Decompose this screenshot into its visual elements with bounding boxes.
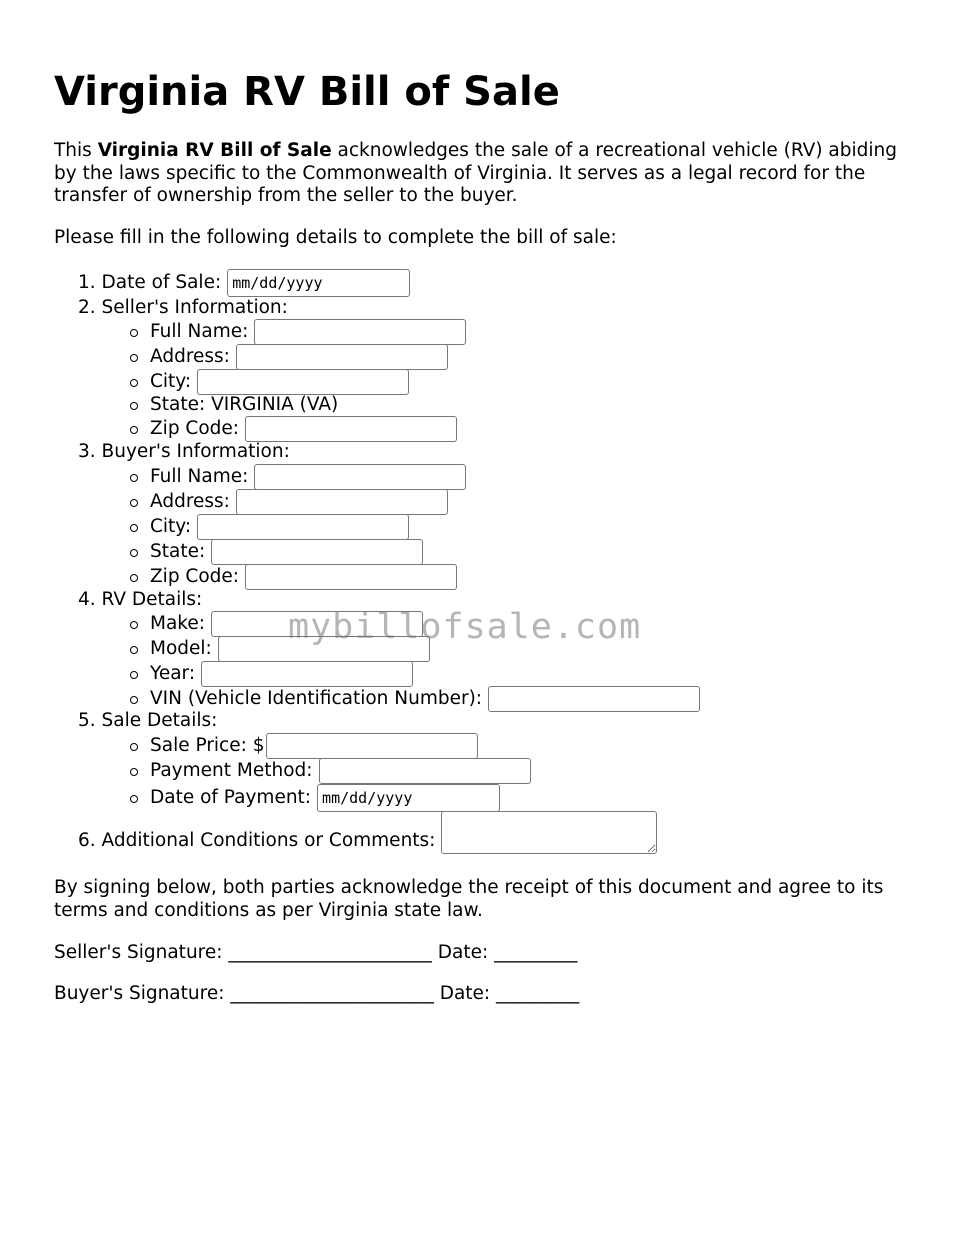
seller-city-input[interactable] [197, 369, 409, 395]
bullet-icon [130, 549, 138, 557]
buyer-state-label: State: [150, 541, 206, 562]
buyer-heading-label: Buyer's Information: [101, 441, 290, 462]
bullet-icon [130, 499, 138, 507]
payment-method-label: Payment Method: [150, 760, 313, 781]
bullet-icon [130, 379, 138, 387]
watermark: mybillofsale.com [288, 607, 642, 647]
seller-full-name-input[interactable] [254, 319, 466, 345]
bullet-icon [130, 743, 138, 751]
buyer-full-name-row [130, 464, 466, 490]
bullet-icon [130, 402, 138, 410]
comments-textarea[interactable] [441, 811, 657, 854]
bullet-icon [130, 426, 138, 434]
bullet-icon [130, 354, 138, 362]
payment-method-input[interactable] [319, 758, 531, 784]
intro-paragraph [54, 140, 924, 208]
buyer-zip-row [130, 564, 457, 590]
comments-label: Additional Conditions or Comments: [101, 830, 436, 851]
sale-price-row [130, 733, 478, 759]
intro-bold: Virginia RV Bill of Sale [97, 140, 332, 161]
buyer-heading [78, 441, 290, 463]
payment-date-row [130, 784, 500, 812]
seller-zip-input[interactable] [245, 416, 457, 442]
payment-date-input[interactable] [317, 784, 500, 812]
sale-price-label: Sale Price: $ [150, 735, 265, 756]
rv-year-row [130, 661, 413, 687]
buyer-address-row [130, 489, 448, 515]
buyer-city-row [130, 514, 409, 540]
item-number-4: 4. [78, 589, 96, 610]
bullet-icon [130, 795, 138, 803]
buyer-state-row [130, 539, 423, 565]
bullet-icon [130, 621, 138, 629]
rv-make-input[interactable] [211, 611, 423, 637]
date-of-sale-row [78, 269, 410, 297]
sale-heading [78, 710, 217, 732]
buyer-full-name-label: Full Name: [150, 466, 249, 487]
rv-year-input[interactable] [201, 661, 413, 687]
item-number-6: 6. [78, 830, 96, 851]
payment-date-label: Date of Payment: [150, 787, 312, 808]
seller-state-label: State: VIRGINIA (VA) [150, 394, 339, 415]
date-of-sale-label: Date of Sale: [101, 272, 222, 293]
item-number-5: 5. [78, 710, 96, 731]
item-number-3: 3. [78, 441, 96, 462]
intro-suffix: acknowledges the sale of a recreational vehicle (RV) abiding by the laws specific to the Commonwealth of Virginia. It serves as a legal record for the transfer of ownership from the seller to the buyer. [54, 140, 897, 206]
bullet-icon [130, 474, 138, 482]
rv-heading [78, 589, 202, 611]
instructions: Please fill in the following details to complete the bill of sale: [54, 227, 617, 248]
seller-full-name-label: Full Name: [150, 321, 249, 342]
buyer-full-name-input[interactable] [254, 464, 466, 490]
rv-vin-row [130, 686, 700, 712]
buyer-address-input[interactable] [236, 489, 448, 515]
seller-state-row [130, 394, 338, 416]
seller-address-label: Address: [150, 346, 230, 367]
comments-row [78, 811, 657, 854]
bullet-icon [130, 768, 138, 776]
seller-heading-label: Seller's Information: [101, 297, 288, 318]
bullet-icon [130, 524, 138, 532]
buyer-zip-label: Zip Code: [150, 566, 240, 587]
seller-address-row [130, 344, 448, 370]
rv-year-label: Year: [150, 663, 196, 684]
bullet-icon [130, 696, 138, 704]
rv-vin-input[interactable] [488, 686, 700, 712]
bullet-icon [130, 671, 138, 679]
buyer-signature-line: Buyer's Signature: ______________________ Date: _________ [54, 983, 580, 1004]
item-number-1: 1. [78, 272, 96, 293]
rv-model-input[interactable] [218, 636, 430, 662]
sale-heading-label: Sale Details: [101, 710, 218, 731]
seller-city-label: City: [150, 371, 192, 392]
seller-city-row [130, 369, 409, 395]
intro-prefix: This [54, 140, 98, 161]
bullet-icon [130, 329, 138, 337]
buyer-city-label: City: [150, 516, 192, 537]
rv-heading-label: RV Details: [101, 589, 203, 610]
sale-price-input[interactable] [266, 733, 478, 759]
buyer-zip-input[interactable] [245, 564, 457, 590]
payment-method-row [130, 758, 531, 784]
rv-vin-label: VIN (Vehicle Identification Number): [150, 688, 483, 709]
seller-zip-row [130, 416, 457, 442]
rv-make-label: Make: [150, 613, 205, 634]
rv-model-row [130, 636, 430, 662]
item-number-2: 2. [78, 297, 96, 318]
bullet-icon [130, 646, 138, 654]
page-title: Virginia RV Bill of Sale [54, 69, 560, 115]
bullet-icon [130, 574, 138, 582]
seller-zip-label: Zip Code: [150, 418, 240, 439]
seller-full-name-row [130, 319, 466, 345]
date-of-sale-input[interactable] [227, 269, 410, 297]
seller-heading [78, 297, 288, 319]
acknowledgement-text: By signing below, both parties acknowledge the receipt of this document and agree to its terms and conditions as per Virginia state law. [54, 877, 884, 921]
buyer-city-input[interactable] [197, 514, 409, 540]
buyer-state-input[interactable] [211, 539, 423, 565]
seller-signature-line: Seller's Signature: ______________________ Date: _________ [54, 942, 578, 963]
rv-model-label: Model: [150, 638, 212, 659]
buyer-address-label: Address: [150, 491, 230, 512]
seller-address-input[interactable] [236, 344, 448, 370]
rv-make-row [130, 611, 423, 637]
